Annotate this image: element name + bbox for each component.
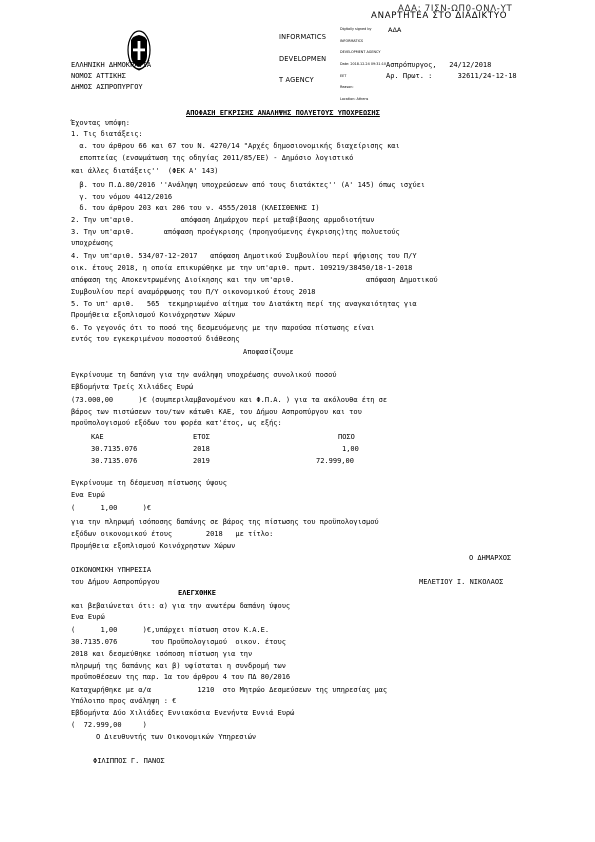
director-title: Ο Διευθυντής των Οικονομικών Υπηρεσιών — [96, 733, 257, 741]
agency-line-2: DEVELOPMEN — [279, 54, 327, 63]
mayor-label: Ο ΔΗΜΑΡΧΟΣ — [469, 554, 512, 562]
consideration-line: γ. του νόμου 4412/2016 — [71, 193, 173, 201]
commit-line: Εγκρίνουμε τη δέσμευση πίστωσης ύψους — [71, 479, 227, 487]
table-header-amount: ΠΟΣΟ — [338, 433, 355, 441]
protocol-number: Αρ. Πρωτ. : 32611/24-12-18 — [386, 72, 517, 80]
agency-line-1: INFORMATICS — [279, 33, 327, 42]
commit-line: Προμήθεια εξοπλισμού Κοινόχρηστων Χώρων — [71, 542, 236, 550]
verify-line: Ενα Ευρώ — [71, 613, 105, 621]
verify-line: ( 1,00 )€,υπάρχει πίστωση στον Κ.Α.Ε. — [71, 626, 270, 634]
consideration-line: 5. Το υπ' αριθ. 565 τεκμηριωμένο αίτημα του Διατάκτη περί της αναγκαιότητας για — [71, 300, 417, 308]
verify-line: 2018 και δεσμεύθηκε ισόποση πίστωση για την — [71, 650, 253, 658]
verify-line: Καταχωρήθηκε με α/α 1210 στο Μητρώο Δεσμεύσεων της υπηρεσίας μας — [71, 686, 388, 694]
approve-line: βάρος των πιστώσεων του/των κάτωθι ΚΑΕ, του Δήμου Ασπροπύργου και του — [71, 408, 362, 416]
consideration-line: 4. Την υπ'αριθ. 534/07-12-2017 απόφαση Δημοτικού Συμβουλίου περί ψήφισης του Π/Υ — [71, 252, 417, 260]
ada-overlay: ΑΔΑ: 7ΙΣΝ-ΩΠ0-ΟΝΛ-ΥΤ — [398, 4, 513, 14]
consideration-line: δ. του άρθρου 203 και 206 του ν. 4555/2018 (ΚΛΕΙΣΘΕΝΗΣ Ι) — [71, 204, 320, 212]
checked-heading: ΕΛΕΓΧΘΗΚΕ — [178, 589, 216, 597]
table-row: 30.7135.076 — [91, 457, 138, 465]
consideration-line: 3. Την υπ'αριθ. απόφαση προέγκρισης (προηγούμενης έγκρισης)της πολυετούς — [71, 228, 400, 236]
verify-line: και βεβαιώνεται ότι: α) για την ανωτέρω δαπάνη ύψους — [71, 602, 291, 610]
greek-emblem-icon — [108, 14, 132, 56]
verify-line: Εβδομήντα Δύο Χιλιάδες Εννιακόσια Ενενήντα Εννιά Ευρώ — [71, 709, 295, 717]
consideration-line: Προμήθεια εξοπλισμού Κοινόχρηστων Χώρων — [71, 311, 236, 319]
verify-line: Υπόλοιπο προς ανάληψη : € — [71, 697, 177, 705]
place-date: Ασπρόπυργος, 24/12/2018 — [386, 61, 492, 69]
decide-heading: Αποφασίζουμε — [243, 348, 294, 356]
consideration-line: εποπτείας (ενσωμάτωση της οδηγίας 2011/85/ΕΕ) - Δημόσιο λογιστικό — [71, 154, 354, 162]
approve-line: προϋπολογισμού εξόδων του φορέα κατ'έτος, ως εξής: — [71, 419, 282, 427]
approve-line: (73.000,00 )€ (συμπεριλαμβανομένου και Φ.Π.Α. ) για τα ακόλουθα έτη σε — [71, 396, 388, 404]
agency-logo-text — [279, 20, 326, 91]
consideration-line: απόφαση της Αποκεντρωμένης Διοίκησης και την υπ'αριθ. απόφαση Δημοτικού — [71, 276, 438, 284]
consideration-line: Έχοντας υπόψη: — [71, 119, 131, 127]
commit-line: εξόδων οικονομικού έτους 2018 με τίτλο: — [71, 530, 274, 538]
table-header-kae: ΚΑΕ — [91, 433, 104, 441]
verify-line: πληρωμή της δαπάνης και β) υφίσταται η συνδρομή των — [71, 662, 286, 670]
table-row: 72.999,00 — [316, 457, 354, 465]
commit-line: Ενα Ευρώ — [71, 491, 105, 499]
table-row: 1,00 — [342, 445, 359, 453]
verify-line: ( 72.999,00 ) — [71, 721, 147, 729]
consideration-line: υποχρέωσης — [71, 239, 114, 247]
table-row: 2019 — [193, 457, 210, 465]
verify-line: προϋποθέσεων της παρ. 1α του άρθρου 4 του ΠΔ 80/2016 — [71, 673, 291, 681]
org-line-3: ΔΗΜΟΣ ΑΣΠΡΟΠΥΡΓΟΥ — [71, 83, 143, 91]
table-row: 2018 — [193, 445, 210, 453]
ada-small-label: ΑΔΑ — [388, 26, 402, 34]
signature-details: Digitally signed by INFORMATICS DEVELOPMENT AGENCY Date: 2018.12.24 09:31:10 EET Reason: Location: Athens — [340, 26, 387, 102]
finance-service-heading: ΟΙΚΟΝΟΜΙΚΗ ΥΠΗΡΕΣΙΑ — [71, 566, 152, 574]
table-header-year: ΕΤΟΣ — [193, 433, 210, 441]
document-title: ΑΠΟΦΑΣΗ ΕΓΚΡΙΣΗΣ ΑΝΑΛΗΨΗΣ ΠΟΛΥΕΤΟΥΣ ΥΠΟΧΡΕΩΣΗΣ — [186, 109, 380, 117]
consideration-line: β. του Π.Δ.80/2016 ''Ανάληψη υποχρεώσεων από τους διατάκτες'' (Α' 145) όπως ισχύει — [71, 181, 426, 189]
agency-line-3: T AGENCY — [279, 75, 314, 84]
consideration-line: 2. Την υπ'αριθ. απόφαση Δημάρχου περί μεταβίβασης αρμοδιοτήτων — [71, 216, 375, 224]
consideration-line: α. του άρθρου 66 και 67 του Ν. 4270/14 "Αρχές δημοσιονομικής διαχείρισης και — [71, 142, 400, 150]
consideration-line: και άλλες διατάξεις'' (ΦΕΚ Α' 143) — [71, 167, 219, 175]
table-row: 30.7135.076 — [91, 445, 138, 453]
org-line-2: ΝΟΜΟΣ ΑΤΤΙΚΗΣ — [71, 72, 126, 80]
mayor-name: ΜΕΛΕΤΙΟΥ Ι. ΝΙΚΟΛΑΟΣ — [419, 578, 504, 586]
consideration-line: εντός του εγκεκριμένου ποσοστού διάθεσης — [71, 335, 240, 343]
org-line-1: ΕΛΛΗΝΙΚΗ ΔΗΜΟΚΡΑΤΙΑ — [71, 61, 152, 69]
commit-line: ( 1,00 )€ — [71, 504, 152, 512]
approve-line: Εγκρίνουμε τη δαπάνη για την ανάληψη υποχρέωσης συνολικού ποσού — [71, 371, 337, 379]
director-name: ΦΙΛΙΠΠΟΣ Γ. ΠΑΝΟΣ — [93, 757, 165, 765]
approve-line: Εβδομήντα Τρείς Χιλιάδες Ευρώ — [71, 383, 194, 391]
consideration-line: 1. Τις διατάξεις: — [71, 130, 143, 138]
consideration-line: Συμβουλίου περί αναμόρφωσης του Π/Υ οικονομικού έτους 2018 — [71, 288, 316, 296]
ada-header: ΑΝΑΡΤΗΤΕΑ ΣΤΟ ΔΙΑΔΙΚΤΥΟ — [371, 11, 508, 21]
finance-service-of: του Δήμου Ασπροπύργου — [71, 578, 160, 586]
consideration-line: οικ. έτους 2018, η οποία επικυρώθηκε με την υπ'αριθ. πρωτ. 109219/38450/18-1-2018 — [71, 264, 413, 272]
commit-line: για την πληρωμή ισόποσης δαπάνης σε βάρος της πίστωσης του προϋπολογισμού — [71, 518, 379, 526]
consideration-line: 6. Το γεγονός ότι το ποσό της δεσμευόμενης με την παρούσα πίστωσης είναι — [71, 324, 375, 332]
verify-line: 30.7135.076 του Προϋπολογισμού οικον. έτους — [71, 638, 286, 646]
